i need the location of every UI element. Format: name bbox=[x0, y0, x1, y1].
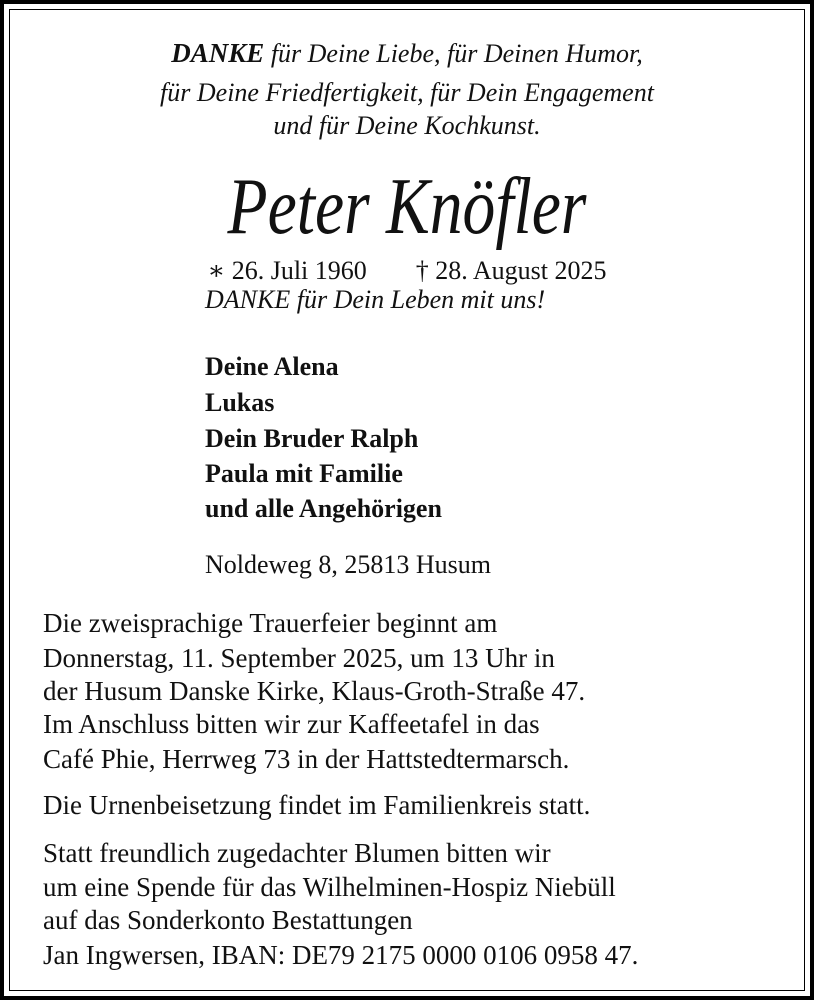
intro-line-3: und für Deine Kochkunst. bbox=[273, 111, 541, 140]
mourner: Deine Alena bbox=[205, 352, 339, 381]
donation-line: um eine Spende für das Wilhelminen-Hospiz Niebüll bbox=[43, 872, 616, 902]
death-symbol: † bbox=[415, 256, 429, 285]
mourner: Lukas bbox=[205, 388, 275, 417]
deceased-name: Peter Knöfler bbox=[227, 163, 587, 251]
ceremony-line: der Husum Danske Kirke, Klaus-Groth-Straße 47. bbox=[43, 676, 586, 706]
intro-line-1 bbox=[0, 38, 814, 69]
ceremony-line: Im Anschluss bitten wir zur Kaffeetafel in das bbox=[43, 709, 540, 739]
donation-line: auf das Sonderkonto Bestattungen bbox=[43, 905, 413, 935]
birth-symbol: ∗ bbox=[207, 256, 226, 285]
intro-line-1-text: für Deine Liebe, für Deinen Humor, bbox=[264, 39, 643, 68]
life-dates bbox=[0, 256, 814, 286]
birth-date: 26. Juli 1960 bbox=[231, 256, 367, 285]
mourner: Paula mit Familie bbox=[205, 459, 403, 488]
mourner: Dein Bruder Ralph bbox=[205, 424, 419, 453]
intro-danke: DANKE bbox=[171, 38, 265, 68]
mourner: und alle Angehörigen bbox=[205, 494, 442, 523]
ceremony-line: Die zweisprachige Trauerfeier beginnt am bbox=[43, 608, 498, 638]
ceremony-line: Café Phie, Herrweg 73 in der Hattstedtermarsch. bbox=[43, 744, 570, 774]
ceremony-line: Donnerstag, 11. September 2025, um 13 Uhr in bbox=[43, 643, 555, 673]
death-date: 28. August 2025 bbox=[435, 256, 607, 285]
donation-line: Jan Ingwersen, IBAN: DE79 2175 0000 0106 0958 47. bbox=[43, 940, 639, 970]
donation-line: Statt freundlich zugedachter Blumen bitten wir bbox=[43, 838, 551, 868]
address: Noldeweg 8, 25813 Husum bbox=[205, 550, 491, 579]
intro-line-2: für Deine Friedfertigkeit, für Dein Engagement bbox=[160, 78, 654, 107]
thanks-line: DANKE für Dein Leben mit uns! bbox=[205, 285, 546, 314]
urn-line: Die Urnenbeisetzung findet im Familienkreis statt. bbox=[43, 790, 591, 820]
